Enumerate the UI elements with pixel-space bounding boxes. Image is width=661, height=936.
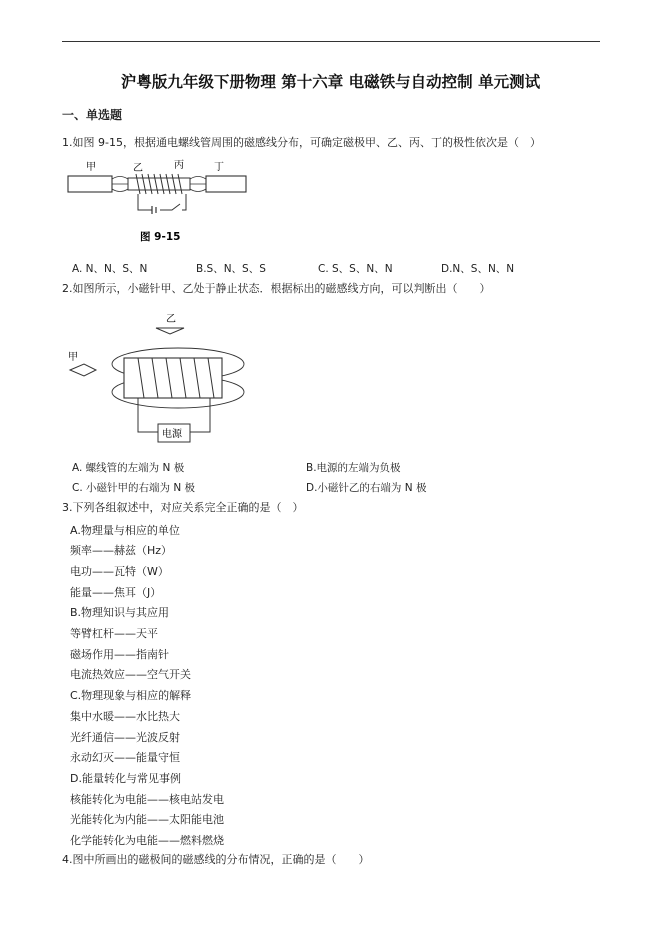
coil (136, 174, 182, 194)
q2-option-b[interactable]: B.电源的左端为负极 (306, 462, 401, 474)
figure-q2 (66, 306, 246, 448)
label-jia: 甲 (86, 162, 96, 173)
label-ding: 丁 (214, 162, 224, 173)
q3-line: 电流热效应——空气开关 (70, 668, 191, 681)
battery-icon (152, 206, 156, 214)
q2-option-c[interactable]: C. 小磁针甲的右端为 N 极 (72, 482, 196, 494)
figure-caption: 图 9-15 (140, 231, 181, 243)
q3-line: 光纤通信——光波反射 (70, 731, 180, 744)
circuit-wire (138, 194, 186, 210)
compass-jia-icon (70, 364, 96, 376)
q3-option-d-heading[interactable]: D.能量转化与常见事例 (70, 772, 181, 785)
question-4-stem: 4.图中所画出的磁极间的磁感线的分布情况，正确的是（ ） (62, 853, 370, 866)
label-power: 电源 (162, 429, 182, 440)
q2-option-d[interactable]: D.小磁针乙的右端为 N 极 (306, 482, 427, 494)
question-1-stem: 1.如图 9-15，根据通电螺线管周围的磁感线分布，可确定磁极甲、乙、丙、丁的极性依次是（ ） (62, 136, 541, 149)
page-title: 沪粤版九年级下册物理 第十六章 电磁铁与自动控制 单元测试 (120, 73, 541, 91)
q1-option-c[interactable]: C. S、S、N、N (318, 263, 393, 275)
question-2-stem: 2.如图所示，小磁针甲、乙处于静止状态．根据标出的磁感线方向，可以判断出（ ） (62, 282, 491, 295)
field-lines-right (190, 177, 206, 192)
figure-9-15 (62, 152, 252, 244)
label-jia-q2: 甲 (68, 352, 78, 363)
q1-option-d[interactable]: D.N、S、N、N (441, 263, 515, 275)
magnet-jia (68, 176, 112, 192)
field-lines-left (112, 177, 128, 192)
q3-line: 光能转化为内能——太阳能电池 (70, 813, 224, 826)
q3-line: 电功——瓦特（W） (70, 565, 169, 578)
label-bing: 丙 (174, 160, 184, 171)
q3-line: 集中水暖——水比热大 (70, 710, 180, 723)
q1-option-b[interactable]: B.S、N、S、S (196, 263, 266, 275)
q2-option-a[interactable]: A. 螺线管的左端为 N 极 (72, 462, 185, 474)
section-heading: 一、单选题 (62, 108, 123, 122)
label-yi-q2: 乙 (166, 314, 176, 325)
q3-line: 能量——焦耳（J） (70, 586, 162, 599)
q3-line: 磁场作用——指南针 (70, 648, 169, 661)
q3-line: 永动幻灭——能量守恒 (70, 751, 180, 764)
compass-yi-icon (156, 328, 184, 334)
q1-option-a[interactable]: A. N、N、S、N (72, 263, 148, 275)
question-3-stem: 3.下列各组叙述中，对应关系完全正确的是（ ） (62, 501, 304, 514)
q3-line: 频率——赫兹（Hz） (70, 544, 173, 557)
q3-option-c-heading[interactable]: C.物理现象与相应的解释 (70, 689, 192, 702)
magnet-ding (206, 176, 246, 192)
q3-option-a-heading[interactable]: A.物理量与相应的单位 (70, 524, 180, 537)
q3-line: 化学能转化为电能——燃料燃烧 (70, 834, 224, 847)
q3-option-b-heading[interactable]: B.物理知识与其应用 (70, 606, 170, 619)
q3-line: 等臂杠杆——天平 (70, 627, 158, 640)
q3-line: 核能转化为电能——核电站发电 (70, 793, 224, 806)
label-yi: 乙 (133, 163, 143, 174)
header-rule (62, 41, 600, 42)
